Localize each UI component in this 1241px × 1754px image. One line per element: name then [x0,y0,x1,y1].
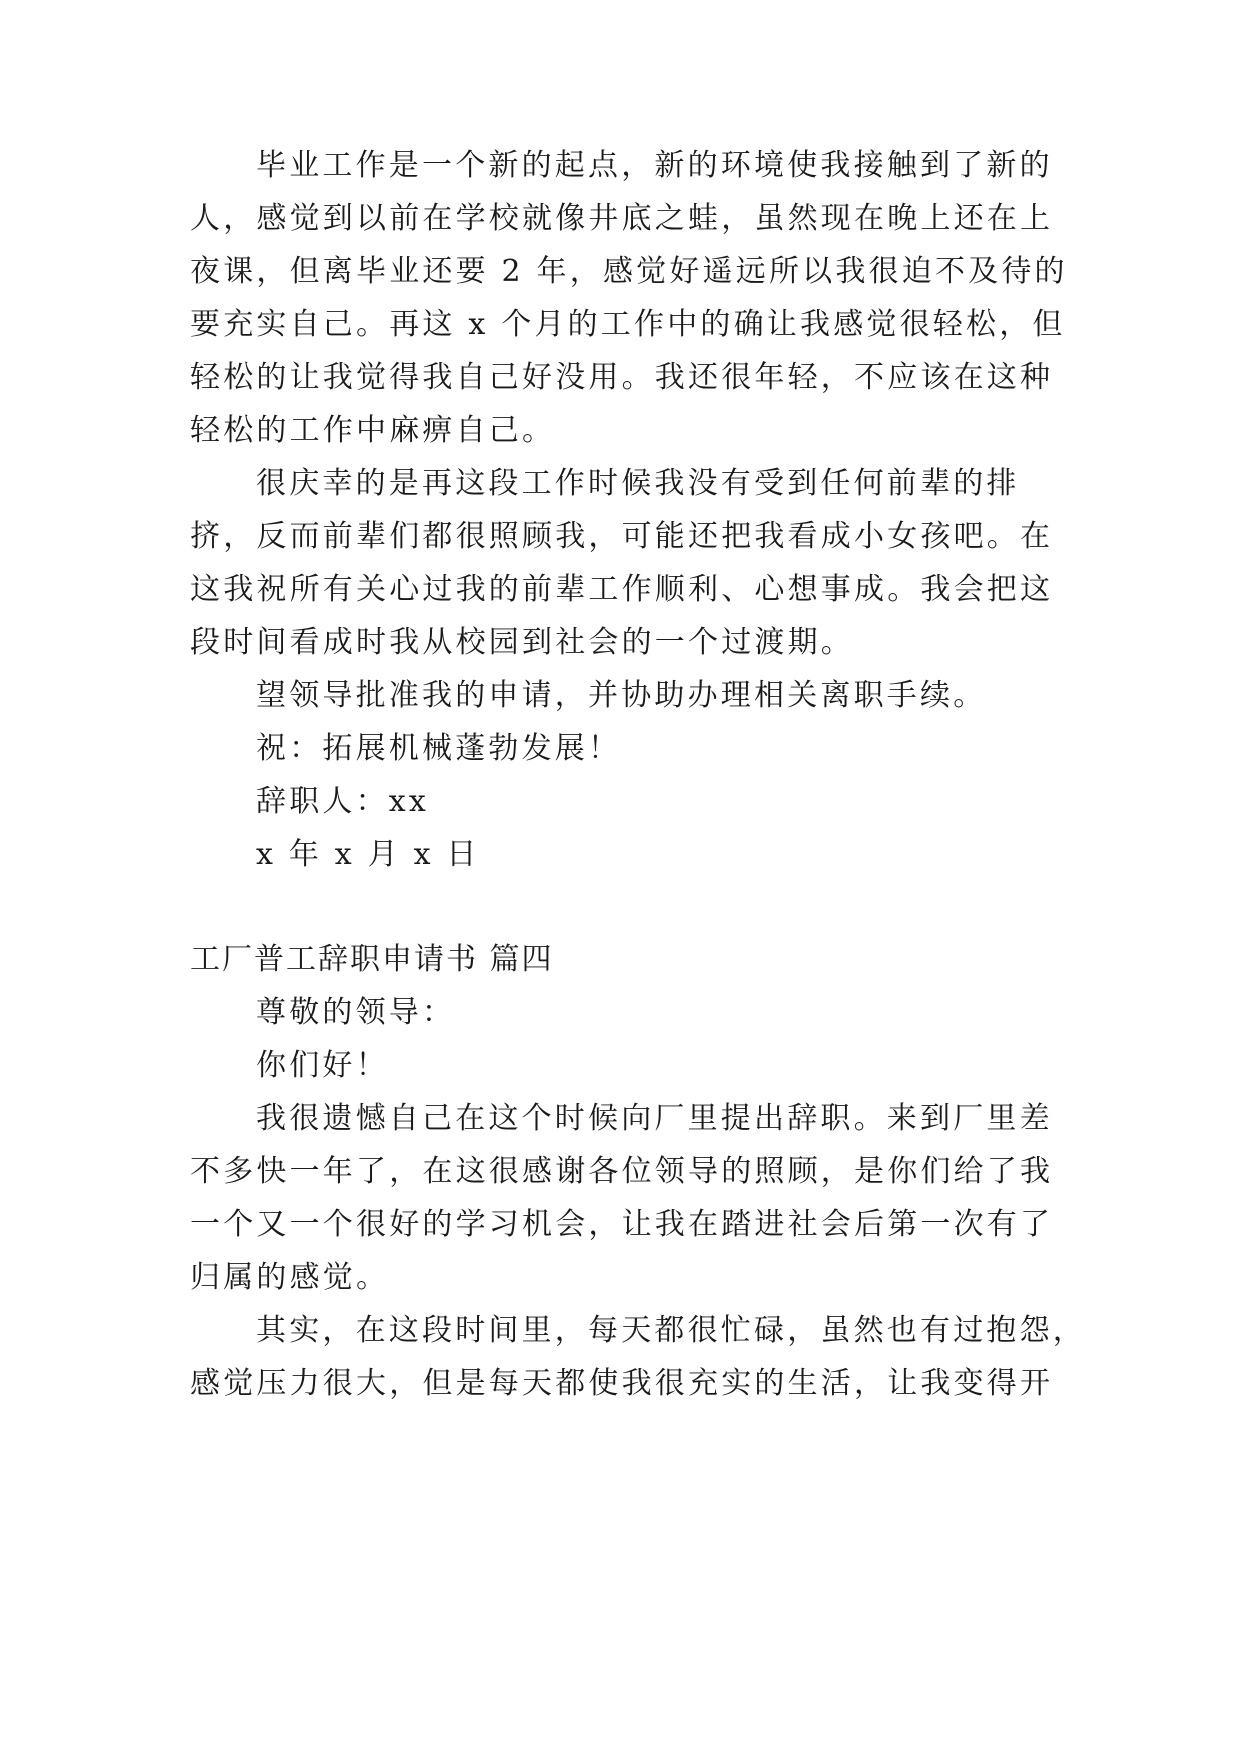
paragraph-line: 段时间看成时我从校园到社会的一个过渡期。 [190,625,854,660]
date-line: x 年 x 月 x 日 [256,837,480,872]
paragraph-line: 人，感觉到以前在学校就像井底之蛙，虽然现在晚上还在上 [190,201,1054,236]
paragraph-line: 夜课，但离毕业还要 2 年，感觉好遥远所以我很迫不及待的 [190,254,1068,289]
paragraph-line: 要充实自己。再这 x 个月的工作中的确让我感觉很轻松，但 [190,307,1066,342]
paragraph-line: 我很遗憾自己在这个时候向厂里提出辞职。来到厂里差 [256,1101,1053,1136]
paragraph-line: 很庆幸的是再这段工作时候我没有受到任何前辈的排 [256,466,1020,501]
paragraph-line: 轻松的让我觉得我自己好没用。我还很年轻，不应该在这种 [190,360,1054,395]
paragraph-line: 这我祝所有关心过我的前辈工作顺利、心想事成。我会把这 [190,572,1054,607]
paragraph-line: 毕业工作是一个新的起点，新的环境使我接触到了新的 [256,148,1053,183]
request-line: 望领导批准我的申请，并协助办理相关离职手续。 [256,678,987,713]
paragraph-line: 归属的感觉。 [190,1260,390,1295]
paragraph-line: 其实，在这段时间里，每天都很忙碌，虽然也有过抱怨， [256,1313,1086,1348]
wish-line: 祝：拓展机械蓬勃发展！ [256,731,622,766]
greeting-line: 你们好！ [256,1048,389,1083]
paragraph-line: 感觉压力很大，但是每天都使我很充实的生活，让我变得开 [190,1366,1054,1401]
salutation-line: 尊敬的领导： [256,995,456,1030]
paragraph-line: 挤，反而前辈们都很照顾我，可能还把我看成小女孩吧。在 [190,519,1054,554]
signer-line: 辞职人：xx [256,784,430,819]
section-heading: 工厂普工辞职申请书 篇四 [190,942,554,977]
paragraph-line: 不多快一年了，在这很感谢各位领导的照顾，是你们给了我 [190,1154,1054,1189]
paragraph-line: 一个又一个很好的学习机会，让我在踏进社会后第一次有了 [190,1207,1054,1242]
paragraph-line: 轻松的工作中麻痹自己。 [190,413,556,448]
